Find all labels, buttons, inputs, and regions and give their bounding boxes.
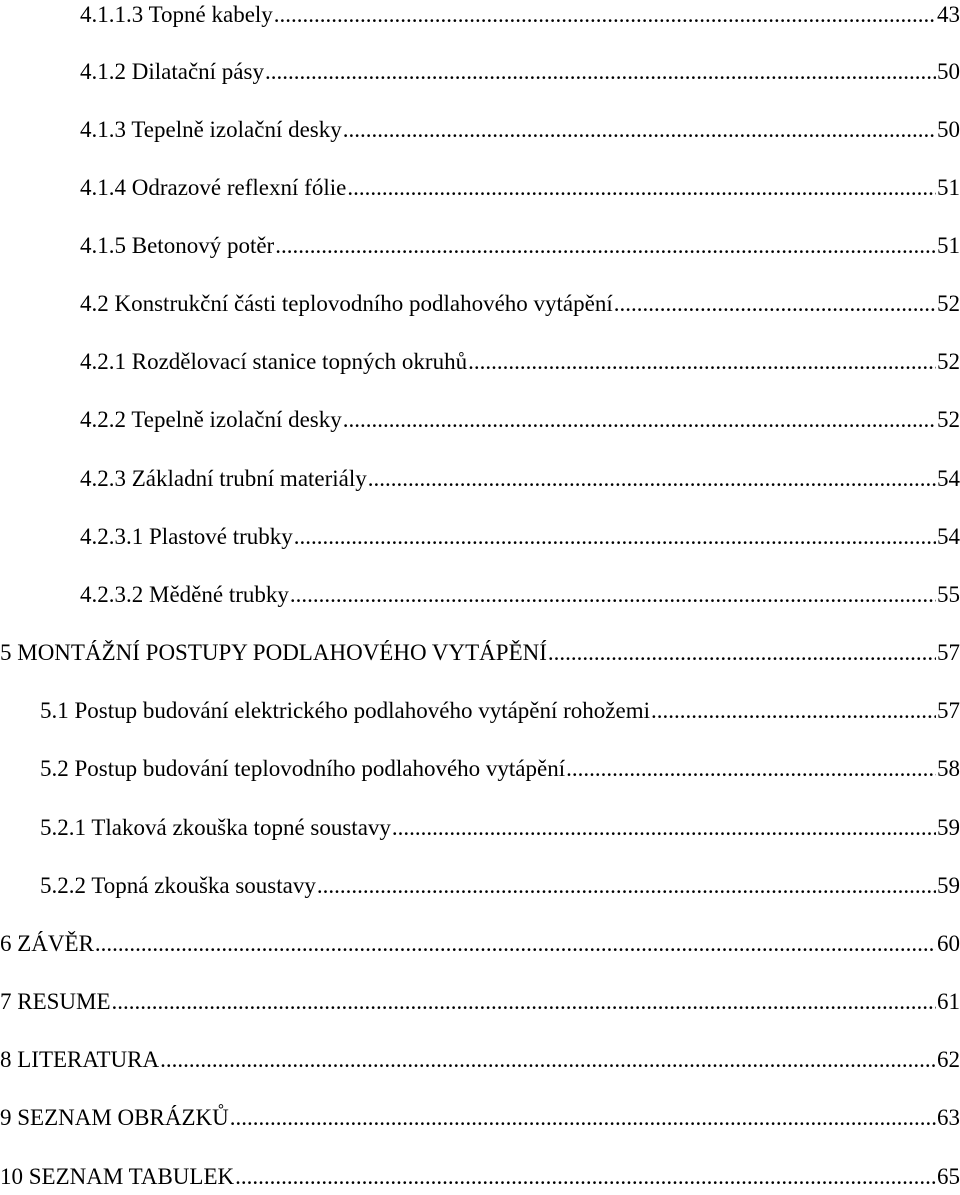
toc-page-number: 61 — [937, 989, 960, 1014]
toc-dot-leader — [343, 115, 936, 145]
toc-entry[interactable] — [0, 987, 960, 1017]
toc-page-number: 55 — [937, 582, 960, 607]
toc-dot-leader — [95, 929, 936, 959]
toc-page-number: 50 — [937, 59, 960, 84]
toc-page-number: 65 — [937, 1164, 960, 1189]
toc-dot-leader — [343, 405, 936, 435]
toc-dot-leader — [112, 987, 936, 1017]
toc-page-number: 51 — [937, 233, 960, 258]
toc-entry-label: 7 RESUME — [0, 989, 111, 1014]
toc-entry[interactable] — [80, 115, 960, 145]
toc-page-number: 52 — [937, 407, 960, 432]
toc-page-number: 51 — [937, 175, 960, 200]
toc-entry-label: 4.1.1.3 Topné kabely — [80, 2, 273, 27]
toc-entry-label: 4.2.3.1 Plastové trubky — [80, 524, 293, 549]
toc-dot-leader — [317, 871, 936, 901]
toc-page-number: 59 — [937, 815, 960, 840]
toc-entry-label: 4.1.2 Dilatační pásy — [80, 59, 264, 84]
toc-entry-label: 4.2.1 Rozdělovací stanice topných okruhů — [80, 349, 468, 374]
toc-dot-leader — [468, 347, 936, 377]
toc-entry[interactable] — [40, 871, 960, 901]
toc-entry-label: 4.1.4 Odrazové reflexní fólie — [80, 175, 347, 200]
toc-page-number: 50 — [937, 117, 960, 142]
toc-page-number: 54 — [937, 466, 960, 491]
toc-entry-label: 4.2.3.2 Měděné trubky — [80, 582, 289, 607]
toc-page-number: 54 — [937, 524, 960, 549]
toc-entry-label: 4.2 Konstrukční části teplovodního podlahového vytápění — [80, 291, 613, 316]
toc-page-number: 63 — [937, 1105, 960, 1130]
toc-entry[interactable] — [80, 173, 960, 203]
toc-page-number: 57 — [937, 698, 960, 723]
toc-entry[interactable] — [80, 405, 960, 435]
toc-entry-label: 4.2.2 Tepelně izolační desky — [80, 407, 342, 432]
toc-page-number: 59 — [937, 873, 960, 898]
toc-entry[interactable] — [0, 929, 960, 959]
toc-page-number: 60 — [937, 931, 960, 956]
toc-entry[interactable] — [80, 580, 960, 610]
toc-page-number: 52 — [937, 291, 960, 316]
toc-page-number: 62 — [937, 1047, 960, 1072]
toc-entry-label: 4.2.3 Základní trubní materiály — [80, 466, 367, 491]
toc-entry[interactable] — [80, 289, 960, 319]
toc-entry[interactable] — [80, 231, 960, 261]
toc-dot-leader — [294, 522, 936, 552]
toc-entry[interactable] — [0, 1162, 960, 1192]
toc-page-number: 52 — [937, 349, 960, 374]
toc-dot-leader — [548, 638, 936, 668]
toc-entry[interactable] — [40, 754, 960, 784]
toc-dot-leader — [290, 580, 936, 610]
toc-entry-label: 5.2 Postup budování teplovodního podlahového vytápění — [40, 756, 566, 781]
toc-entry[interactable] — [40, 813, 960, 843]
toc-entry[interactable] — [80, 57, 960, 87]
toc-entry-label: 6 ZÁVĚR — [0, 931, 94, 956]
toc-dot-leader — [274, 0, 936, 30]
toc-dot-leader — [651, 696, 936, 726]
toc-entry[interactable] — [80, 0, 960, 30]
toc-entry-label: 5.1 Postup budování elektrického podlahového vytápění rohožemi — [40, 698, 651, 723]
toc-entry-label: 10 SEZNAM TABULEK — [0, 1164, 235, 1189]
toc-dot-leader — [265, 57, 936, 87]
toc-entry[interactable] — [80, 347, 960, 377]
toc-entry[interactable] — [40, 696, 960, 726]
toc-page-number: 58 — [937, 756, 960, 781]
toc-entry[interactable] — [80, 522, 960, 552]
toc-dot-leader — [160, 1045, 936, 1075]
toc-dot-leader — [230, 1103, 936, 1133]
toc-dot-leader — [368, 464, 936, 494]
toc-dot-leader — [347, 173, 936, 203]
toc-entry-label: 5 MONTÁŽNÍ POSTUPY PODLAHOVÉHO VYTÁPĚNÍ — [0, 640, 547, 665]
toc-entry-label: 5.2.2 Topná zkouška soustavy — [40, 873, 316, 898]
toc-page-number: 43 — [937, 2, 960, 27]
toc-page-number: 57 — [937, 640, 960, 665]
toc-entry[interactable] — [0, 1045, 960, 1075]
toc-entry-label: 9 SEZNAM OBRÁZKŮ — [0, 1105, 229, 1130]
toc-dot-leader — [614, 289, 936, 319]
toc-dot-leader — [235, 1162, 936, 1192]
toc-entry[interactable] — [80, 464, 960, 494]
toc-entry[interactable] — [0, 638, 960, 668]
toc-entry-label: 4.1.5 Betonový potěr — [80, 233, 275, 258]
toc-entry-label: 4.1.3 Tepelně izolační desky — [80, 117, 342, 142]
toc-entry[interactable] — [0, 1103, 960, 1133]
toc-dot-leader — [566, 754, 936, 784]
toc-dot-leader — [392, 813, 936, 843]
toc-entry-label: 8 LITERATURA — [0, 1047, 160, 1072]
toc-entry-label: 5.2.1 Tlaková zkouška topné soustavy — [40, 815, 391, 840]
toc-dot-leader — [275, 231, 936, 261]
